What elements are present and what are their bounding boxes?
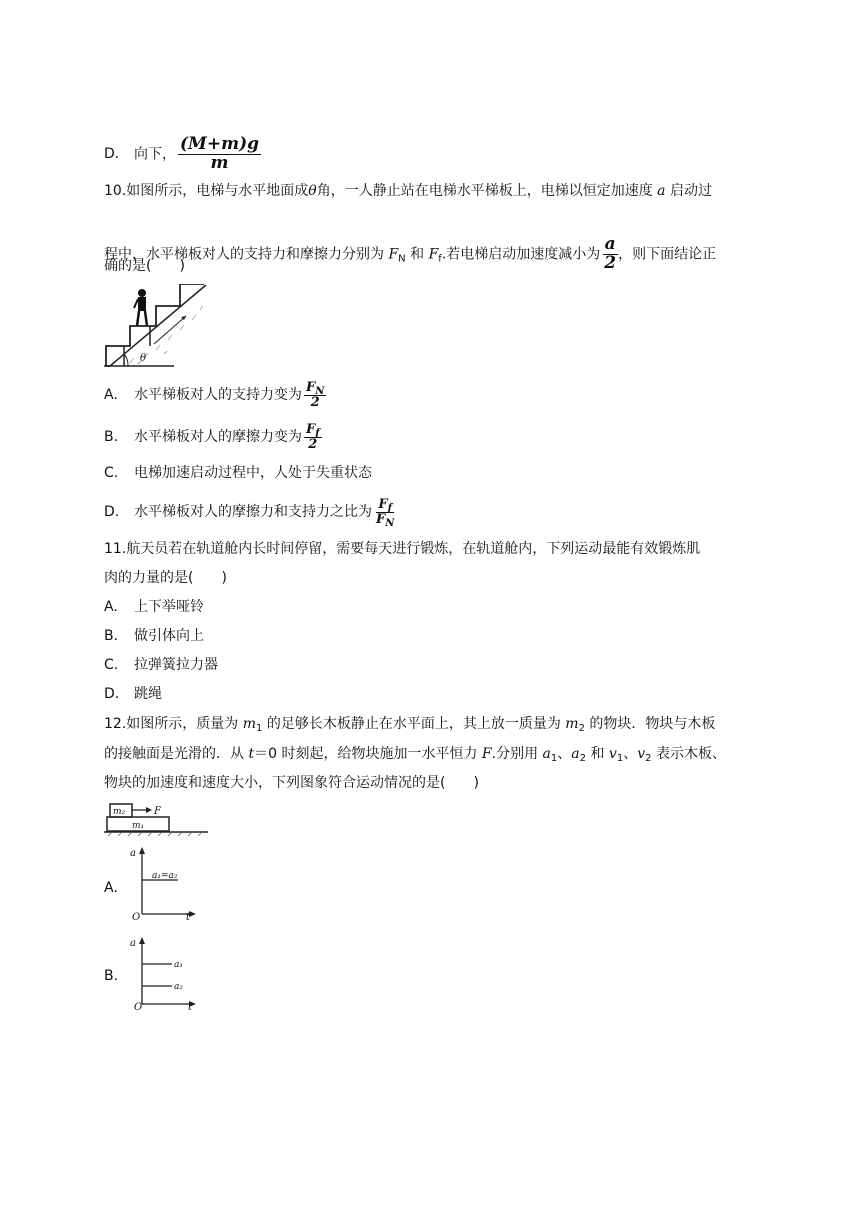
- graph-a: [130, 844, 202, 922]
- board-block-figure: [104, 800, 210, 840]
- q11-option-c: C. 拉弹簧拉力器: [104, 657, 218, 673]
- q11-option-a: A. 上下举哑铃: [104, 599, 204, 615]
- fraction: $\frac{F_f}{F_N}$: [376, 496, 395, 529]
- x-axis-label: t: [188, 1002, 193, 1012]
- graph-b: [130, 934, 202, 1012]
- block-label: m₂: [113, 807, 126, 817]
- fraction: $\frac{a}{2}$: [604, 234, 617, 273]
- q11-stem-line-1: 11.航天员若在轨道舱内长时间停留，需要每天进行锻炼，在轨道舱内，下列运动最能有效锻炼肌: [104, 541, 701, 557]
- x-axis-label: t: [186, 912, 191, 922]
- line-1-label: a₁: [174, 960, 183, 970]
- y-axis-label: a: [130, 848, 136, 859]
- y-axis-label: a: [130, 938, 136, 949]
- q10-option-c: C. 电梯加速启动过程中，人处于失重状态: [104, 465, 372, 481]
- q12-stem-line-2: 的接触面是光滑的．从 t＝0 时刻起，给物块施加一水平恒力 F.分别用 $a_1$、$a_2$ 和 $v_1$、$v_2$ 表示木板、: [104, 746, 726, 764]
- q10-stem-line-3: 确的是( ): [104, 258, 185, 274]
- fraction: $\frac{F_N}{2}$: [306, 379, 325, 410]
- q10-stem-line-2: 程中，水平梯板对人的支持力和摩擦力分别为 $F_N$ 和 $F_f$.若电梯启动加速度减小为 $\frac{a}{2}$ ，则下面结论正: [104, 234, 717, 273]
- q12-stem-line-1: 12.如图所示，质量为 $m_1$ 的足够长木板静止在水平面上，其上放一质量为 $m_2$ 的物块．物块与木板: [104, 716, 716, 734]
- origin-label: O: [134, 1002, 143, 1012]
- q12-option-b-letter: B.: [104, 968, 119, 984]
- option-letter: D.: [104, 146, 120, 163]
- q12-option-a-letter: A.: [104, 880, 118, 896]
- q12-stem-line-3: 物块的加速度和速度大小，下列图象符合运动情况的是( ): [104, 775, 479, 791]
- fraction: $\frac{F_f}{2}$: [306, 421, 320, 452]
- board-label: m₁: [132, 821, 145, 831]
- q10-option-d: D. 水平梯板对人的摩擦力和支持力之比为 $\frac{F_f}{F_N}$: [104, 496, 395, 529]
- fraction: $\frac{(M+m)g}{m}$: [180, 134, 260, 173]
- q10-option-a: A. 水平梯板对人的支持力变为 $\frac{F_N}{2}$: [104, 379, 325, 410]
- q9-option-d: [104, 136, 261, 173]
- option-text: 向下，: [134, 146, 176, 163]
- q10-option-b: B. 水平梯板对人的摩擦力变为 $\frac{F_f}{2}$: [104, 421, 320, 452]
- escalator-figure: [104, 284, 208, 370]
- q11-stem-line-2: 肉的力量的是( ): [104, 570, 227, 586]
- force-label: F: [154, 806, 161, 817]
- line-2-label: a₂: [174, 982, 183, 992]
- theta-label: θ: [140, 353, 147, 364]
- origin-label: O: [132, 912, 141, 922]
- q11-option-b: B. 做引体向上: [104, 628, 204, 644]
- line-label: a₁=a₂: [152, 871, 178, 881]
- q11-option-d: D. 跳绳: [104, 686, 162, 702]
- q10-stem-line-1: 10.如图所示，电梯与水平地面成θ角，一人静止站在电梯水平梯板上，电梯以恒定加速度 a 启动过: [104, 183, 712, 199]
